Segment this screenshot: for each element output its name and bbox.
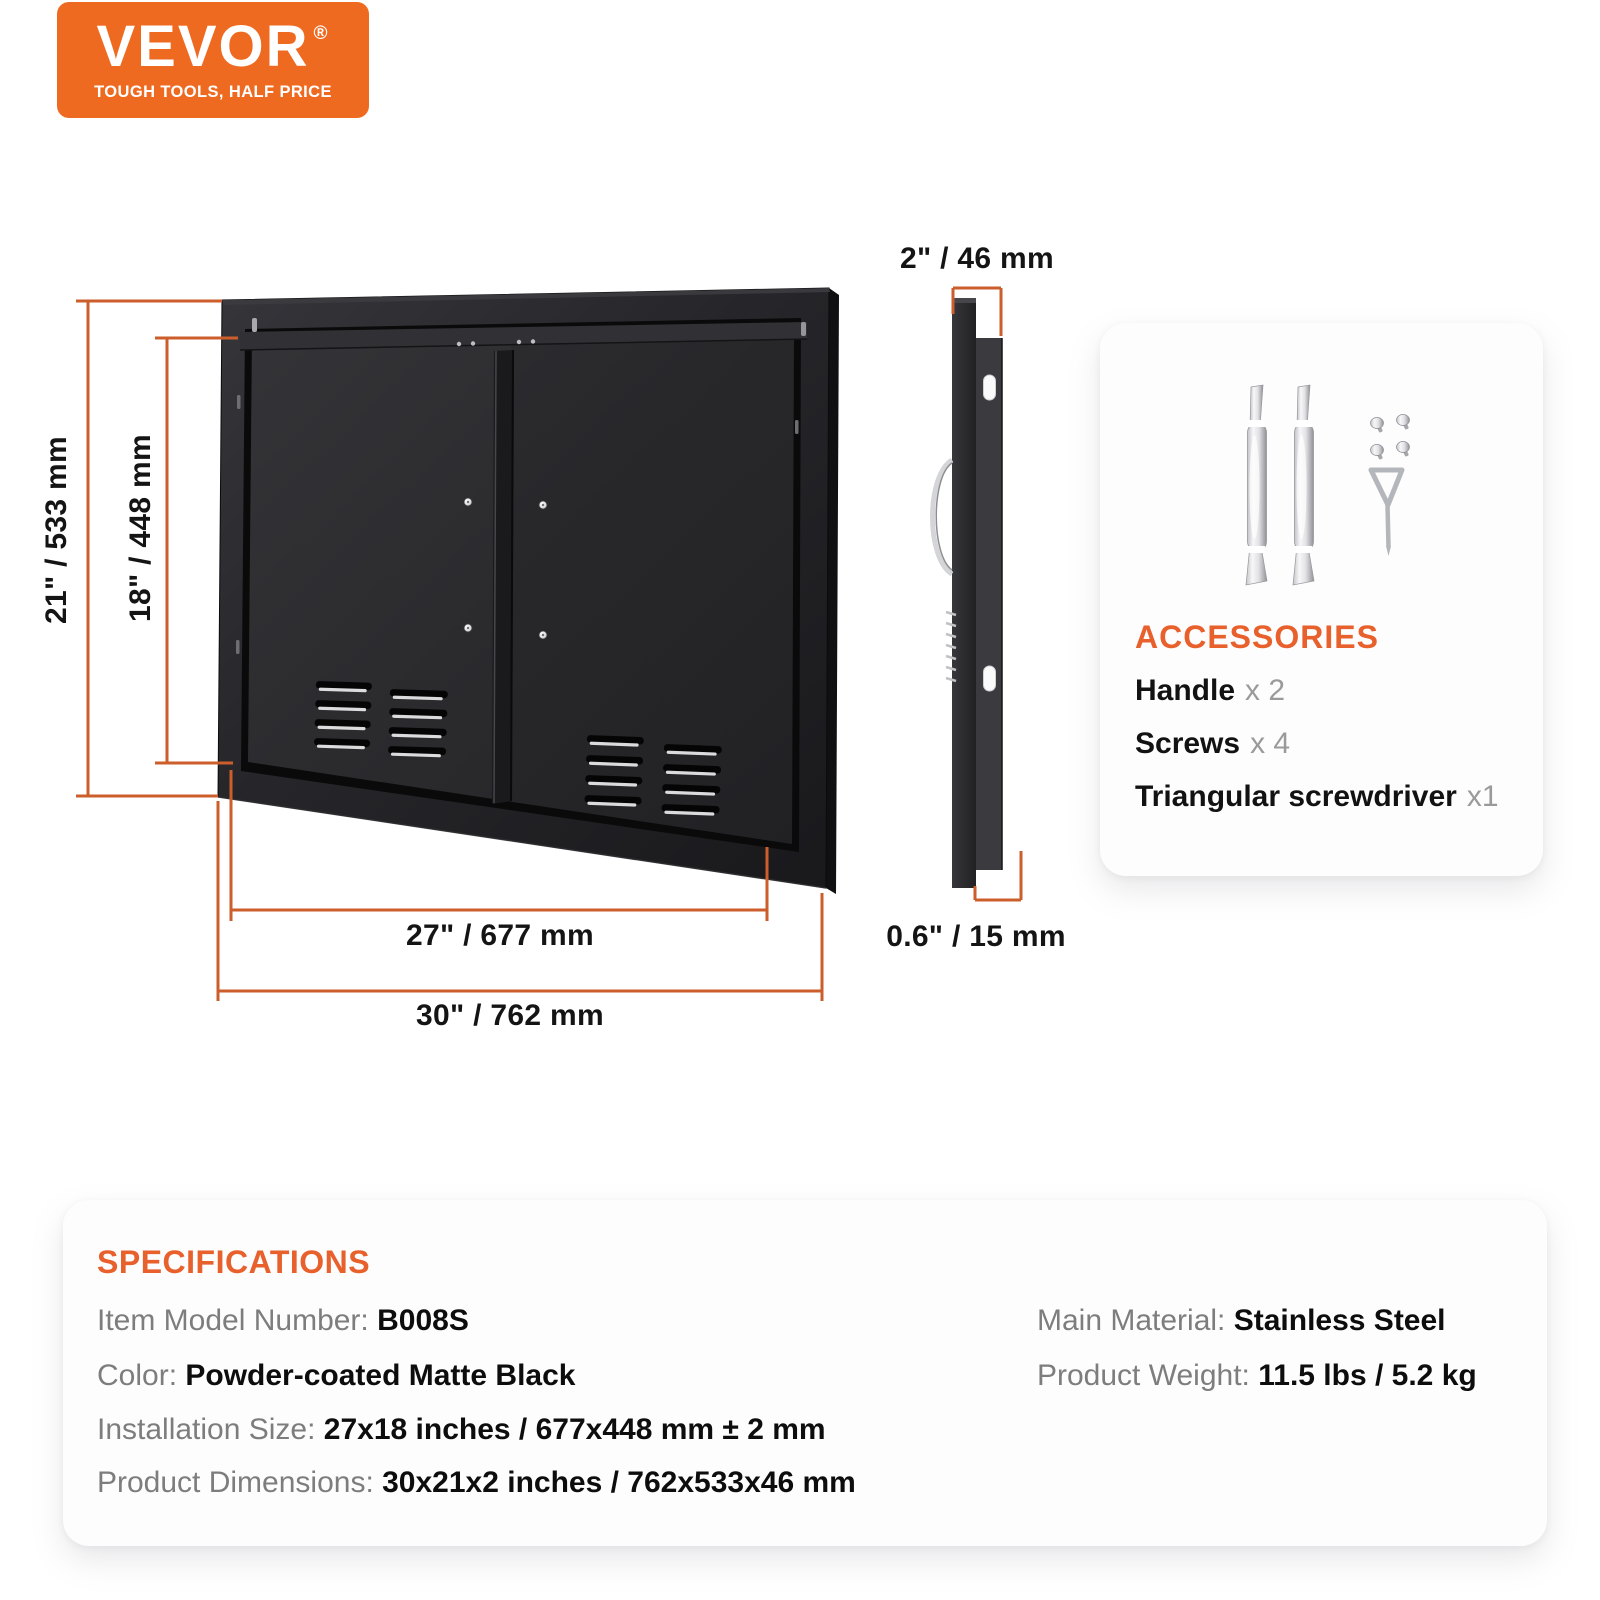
- specifications-card: [63, 1200, 1547, 1546]
- brand-tagline: TOUGH TOOLS, HALF PRICE: [94, 83, 332, 101]
- accessory-item: Triangular screwdriver x1: [1135, 780, 1499, 813]
- spec-row-product-dimensions: Product Dimensions: 30x21x2 inches / 762x533x46 mm: [97, 1466, 856, 1499]
- mounting-slot: [984, 666, 996, 691]
- handle-icon: [1246, 385, 1267, 585]
- spec-row-model: Item Model Number: B008S: [97, 1304, 469, 1337]
- spec-row-color: Color: Powder-coated Matte Black: [97, 1359, 576, 1392]
- dimension-inner-width: 27" / 677 mm: [406, 919, 594, 952]
- dimension-depth: 2" / 46 mm: [900, 242, 1054, 275]
- accessories-card: [1100, 323, 1543, 876]
- spec-row-weight: Product Weight: 11.5 lbs / 5.2 kg: [1037, 1359, 1477, 1392]
- dimension-inner-height: 18" / 448 mm: [124, 434, 157, 622]
- registered-mark: ®: [313, 23, 330, 44]
- triangular-screwdriver-icon: [1371, 470, 1402, 556]
- dimension-outer-width: 30" / 762 mm: [416, 999, 604, 1032]
- screws-icon: [1371, 415, 1410, 460]
- specifications-title: SPECIFICATIONS: [97, 1244, 371, 1280]
- accessory-item: Screws x 4: [1135, 727, 1291, 760]
- brand-name: VEVOR ®: [96, 14, 330, 79]
- dimension-outer-height: 21" / 533 mm: [40, 436, 73, 624]
- spec-row-installation-size: Installation Size: 27x18 inches / 677x448 mm ± 2 mm: [97, 1413, 826, 1446]
- door-side-view: [933, 298, 1003, 888]
- mounting-slot: [984, 375, 996, 400]
- spec-row-material: Main Material: Stainless Steel: [1037, 1304, 1446, 1337]
- door-front-view: [218, 288, 839, 894]
- dimension-flange-thickness: 0.6" / 15 mm: [886, 920, 1066, 953]
- accessories-title: ACCESSORIES: [1135, 619, 1379, 655]
- handle-icon: [1293, 385, 1314, 585]
- accessory-item: Handle x 2: [1135, 674, 1286, 707]
